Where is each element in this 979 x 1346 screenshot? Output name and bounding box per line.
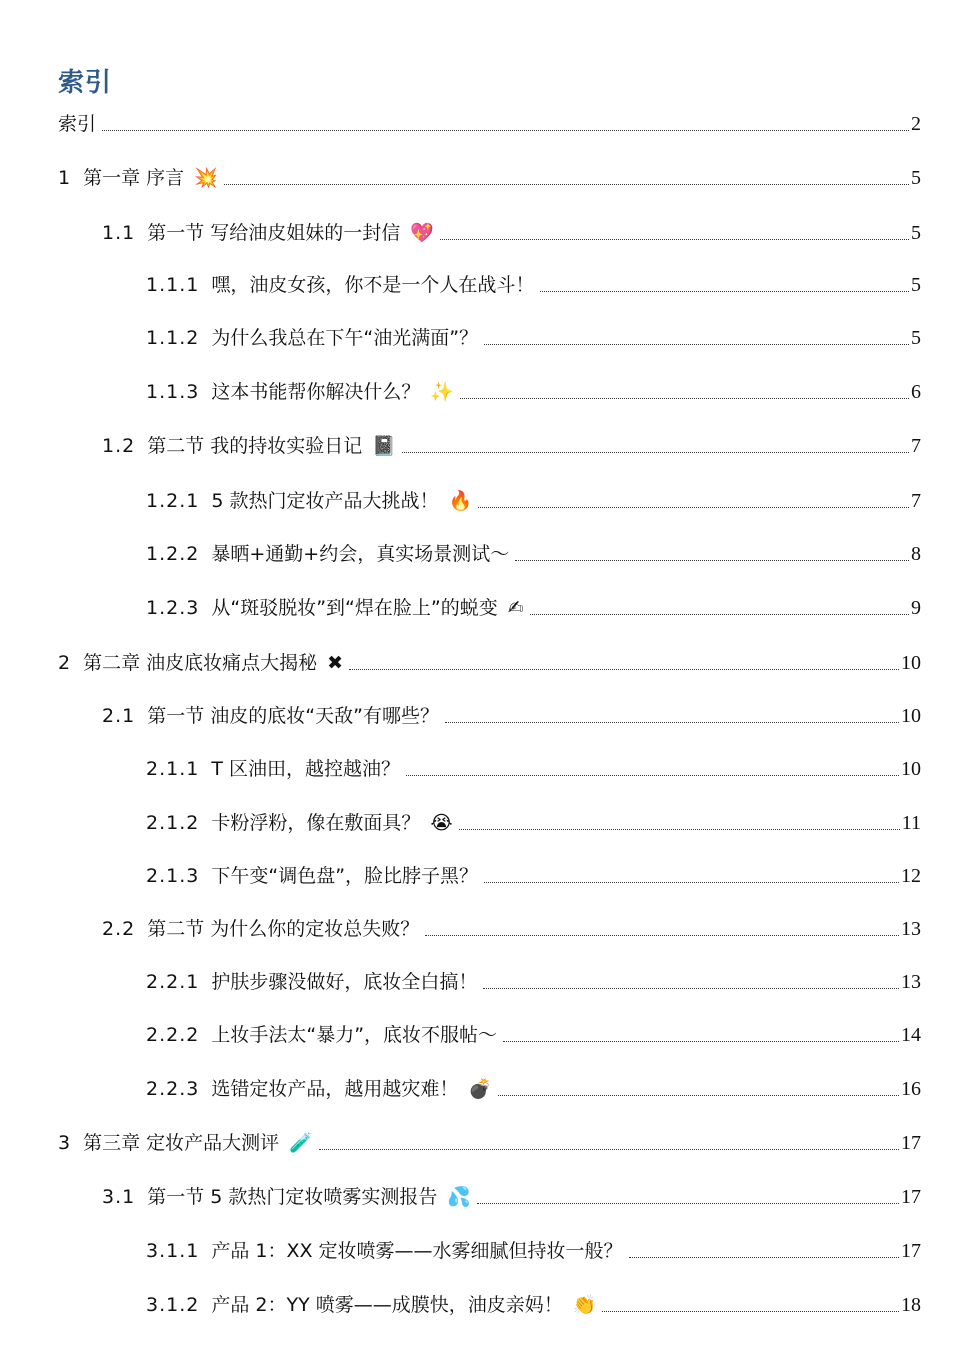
dot-leader (224, 183, 909, 185)
toc-entry-number: 2.2.2 (146, 1024, 200, 1046)
dot-leader (503, 1040, 899, 1042)
dot-leader (483, 987, 899, 989)
toc-entry-number: 2.2 (102, 918, 136, 940)
toc-entry-number: 2.1.2 (146, 812, 200, 834)
dot-leader (602, 1310, 899, 1312)
toc-entry-number: 1.1.2 (146, 327, 200, 349)
toc-page-number: 10 (901, 652, 921, 674)
toc-entry[interactable] (146, 488, 921, 514)
toc-entry-title: 这本书能帮你解决什么？ (211, 381, 421, 403)
toc-page-number: 11 (901, 812, 921, 834)
toc-entry-title: 卡粉浮粉，像在敷面具？ (211, 812, 421, 834)
toc-page-number: 13 (901, 918, 921, 940)
dot-leader (629, 1256, 899, 1258)
toc-entry[interactable] (58, 1130, 921, 1156)
toc-entry[interactable] (146, 969, 921, 995)
cross-mark-icon: ✖ (327, 652, 344, 674)
toc-entry[interactable] (102, 220, 921, 246)
toc-page-number: 5 (911, 167, 921, 189)
dot-leader (349, 668, 899, 670)
toc-page-number: 5 (911, 327, 921, 349)
toc-entry-title: 从“斑驳脱妆”到“焊在脸上”的蜕变 (211, 597, 498, 619)
toc-entry[interactable] (58, 650, 921, 676)
toc-page-number: 10 (901, 758, 921, 780)
toc-entry-title: 第二章 油皮底妆痛点大揭秘 (83, 652, 318, 674)
bomb-icon: 💣 (468, 1078, 493, 1100)
toc-entry[interactable] (146, 1238, 921, 1264)
toc-entry-number: 3.1 (102, 1186, 136, 1208)
toc-page-number: 17 (901, 1132, 921, 1154)
toc-entry-number: 1 (58, 167, 72, 189)
dot-leader (484, 343, 909, 345)
toc-entry-number: 2.2.3 (146, 1078, 200, 1100)
toc-entry-number: 1.2.3 (146, 597, 200, 619)
dot-leader (515, 559, 909, 561)
clapping-hands-icon: 👏 (572, 1294, 597, 1316)
toc-page-number: 6 (911, 381, 921, 403)
dot-leader (445, 721, 899, 723)
toc-entry-number: 1.1.3 (146, 381, 200, 403)
toc-entry-title: T 区油田，越控越油？ (211, 758, 401, 780)
toc-entry-title: 第二节 为什么你的定妆总失败？ (147, 918, 420, 940)
sparkle-burst-icon: 💥 (194, 167, 218, 189)
toc-entry[interactable] (146, 1022, 921, 1048)
toc-entry[interactable] (58, 165, 921, 191)
toc-entry-number: 1.2 (102, 435, 136, 457)
toc-entry[interactable] (102, 916, 921, 942)
toc-page-number: 5 (911, 222, 921, 244)
dot-leader (478, 506, 909, 508)
dot-leader (319, 1148, 899, 1150)
toc-entry[interactable] (146, 1076, 921, 1102)
toc-page-number: 9 (911, 597, 921, 619)
toc-entry-title: 护肤步骤没做好，底妆全白搞！ (211, 971, 478, 993)
toc-entry-number: 2.1 (102, 705, 136, 727)
toc-entry-title: 第一节 油皮的底妆“天敌”有哪些？ (147, 705, 439, 727)
pencil-icon: ✍ (507, 597, 524, 619)
toc-entry-title: 选错定妆产品，越用越灾难！ (211, 1078, 459, 1100)
toc-entry-title: 第三章 定妆产品大测评 (83, 1132, 280, 1154)
toc-entry[interactable] (102, 433, 921, 459)
toc-entry[interactable] (102, 1184, 921, 1210)
toc-page-number: 17 (901, 1186, 921, 1208)
toc-entry[interactable] (146, 756, 921, 782)
toc-entry-number: 1.2.1 (146, 490, 200, 512)
toc-entry[interactable] (146, 272, 921, 298)
dot-leader (477, 1202, 899, 1204)
toc-entry-title: 5 款热门定妆产品大挑战！ (211, 490, 439, 512)
toc-entry-number: 1.1.1 (146, 274, 200, 296)
dot-leader (459, 828, 900, 830)
dot-leader (540, 290, 909, 292)
toc-entry-number: 1.1 (102, 222, 136, 244)
toc-entry-number: 2.2.1 (146, 971, 200, 993)
dot-leader (498, 1094, 899, 1096)
toc-page-number: 17 (901, 1240, 921, 1262)
toc-page-number: 16 (901, 1078, 921, 1100)
toc-entry[interactable] (146, 810, 921, 836)
toc-entry-number: 3.1.2 (146, 1294, 200, 1316)
toc-heading: 索引 (58, 68, 113, 98)
toc-entry-title: 下午变“调色盘”，脸比脖子黑？ (211, 865, 479, 887)
dot-leader (460, 397, 909, 399)
toc-entry-number: 2 (58, 652, 72, 674)
heart-icon: 💖 (410, 222, 434, 244)
toc-page-number: 14 (901, 1024, 921, 1046)
toc-entry-number: 1.2.2 (146, 543, 200, 565)
toc-entry-title: 上妆手法太“暴力”，底妆不服帖～ (211, 1024, 498, 1046)
toc-page-number: 12 (901, 865, 921, 887)
toc-entry-number: 2.1.3 (146, 865, 200, 887)
toc-entry-title: 第一节 5 款热门定妆喷雾实测报告 (147, 1186, 438, 1208)
toc-entry-title: 嘿，油皮女孩，你不是一个人在战斗！ (211, 274, 535, 296)
toc-entry[interactable] (146, 595, 921, 621)
toc-entry-number: 3.1.1 (146, 1240, 200, 1262)
toc-page-number: 10 (901, 705, 921, 727)
toc-page-number: 2 (911, 113, 921, 135)
dot-leader (402, 451, 909, 453)
toc-entry-title: 为什么我总在下午“油光满面”？ (211, 327, 479, 349)
toc-page-number: 7 (911, 435, 921, 457)
toc-page-number: 8 (911, 543, 921, 565)
dot-leader (440, 238, 909, 240)
toc-entry-title: 产品 2：YY 喷雾——成膜快，油皮亲妈！ (211, 1294, 563, 1316)
dot-leader (530, 613, 909, 615)
toc-entry-title: 第一章 序言 (83, 167, 185, 189)
dot-leader (102, 129, 909, 131)
sparkles-icon: ✨ (430, 381, 455, 403)
notebook-icon: 📓 (372, 435, 396, 457)
toc-entry[interactable] (146, 541, 921, 567)
toc-page-number: 18 (901, 1294, 921, 1316)
toc-entry-title: 第二节 我的持妆实验日记 (147, 435, 363, 457)
toc-entry[interactable] (146, 379, 921, 405)
toc-entry[interactable] (146, 1292, 921, 1318)
fire-icon: 🔥 (448, 490, 473, 512)
toc-entry-title: 索引 (58, 113, 97, 135)
toc-entry-title: 暴晒+通勤+约会，真实场景测试～ (211, 543, 510, 565)
toc-entry[interactable] (146, 325, 921, 351)
dot-leader (425, 934, 899, 936)
toc-page-number: 5 (911, 274, 921, 296)
water-drops-icon: 💦 (447, 1186, 472, 1208)
dot-leader (406, 774, 899, 776)
toc-entry-number: 3 (58, 1132, 72, 1154)
toc-entry-title: 产品 1：XX 定妆喷雾——水雾细腻但持妆一般？ (211, 1240, 623, 1262)
dot-leader (484, 881, 899, 883)
toc-page-number: 13 (901, 971, 921, 993)
toc-page-number: 7 (911, 490, 921, 512)
crying-face-icon: 😭 (430, 812, 453, 834)
toc-entry-number: 2.1.1 (146, 758, 200, 780)
toc-entry[interactable] (58, 111, 921, 137)
toc-entry-title: 第一节 写给油皮姐妹的一封信 (147, 222, 401, 244)
test-tube-icon: 🧪 (289, 1132, 313, 1154)
toc-entry[interactable] (146, 863, 921, 889)
toc-entry[interactable] (102, 703, 921, 729)
